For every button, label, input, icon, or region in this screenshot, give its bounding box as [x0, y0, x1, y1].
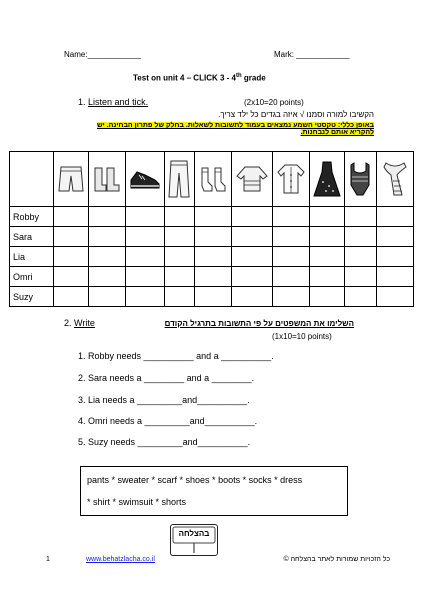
- table-row: [10, 247, 414, 267]
- tick-cell[interactable]: [377, 267, 414, 287]
- sentence-2: 2. Sara needs a ________ and a ________.: [78, 373, 255, 383]
- section1-number: 1.: [78, 97, 86, 107]
- tick-cell[interactable]: [231, 267, 273, 287]
- tick-cell[interactable]: [231, 247, 273, 267]
- shoes-icon: [129, 166, 161, 192]
- tick-cell[interactable]: [344, 207, 376, 227]
- table-row: [10, 207, 414, 227]
- row-name: Lia: [10, 247, 54, 267]
- tick-cell[interactable]: [54, 287, 89, 307]
- tick-cell[interactable]: [88, 247, 125, 267]
- tick-cell[interactable]: [310, 227, 345, 247]
- sentence-3: 3. Lia needs a _________and__________.: [78, 395, 250, 405]
- good-luck-logo: [170, 524, 218, 556]
- word-bank-line1: pants * sweater * scarf * shoes * boots * socks * dress: [87, 475, 303, 485]
- header-cell-shorts: [54, 152, 89, 207]
- sentence-4: 4. Omri needs a _________and__________.: [78, 416, 258, 426]
- tick-cell[interactable]: [273, 207, 310, 227]
- title-main: Test on unit 4 – CLICK 3 - 4: [133, 73, 236, 83]
- page-number: 1: [46, 556, 50, 563]
- tick-cell[interactable]: [377, 227, 414, 247]
- title-sup: th: [235, 73, 242, 79]
- tick-cell[interactable]: [310, 287, 345, 307]
- tick-cell[interactable]: [88, 207, 125, 227]
- tick-cell[interactable]: [54, 227, 89, 247]
- tick-cell[interactable]: [194, 247, 231, 267]
- tick-table: [9, 151, 414, 307]
- row-name: Suzy: [10, 287, 54, 307]
- tick-cell[interactable]: [310, 247, 345, 267]
- header-cell-pants: [164, 152, 194, 207]
- scarf-icon: [380, 159, 410, 199]
- table-header-row: [10, 152, 414, 207]
- tick-cell[interactable]: [125, 267, 164, 287]
- header-cell-shoes: [125, 152, 164, 207]
- word-bank-line2: * shirt * swimsuit * shorts: [87, 497, 187, 507]
- title-grade: grade: [241, 73, 266, 83]
- header-cell-socks: [194, 152, 231, 207]
- tick-cell[interactable]: [194, 287, 231, 307]
- tick-cell[interactable]: [231, 287, 273, 307]
- tick-cell[interactable]: [231, 207, 273, 227]
- header-cell-boots: [88, 152, 125, 207]
- section1-points: (2x10=20 points): [244, 98, 304, 107]
- socks-icon: [198, 164, 228, 194]
- tick-cell[interactable]: [273, 287, 310, 307]
- section1-instruction: הקשיבו למורה וסמנו √ איזה בגדים כל ילד צריך.: [218, 110, 374, 119]
- tick-cell[interactable]: [377, 207, 414, 227]
- tick-cell[interactable]: [164, 287, 194, 307]
- table-row: [10, 287, 414, 307]
- swimsuit-icon: [347, 161, 373, 197]
- tick-cell[interactable]: [377, 287, 414, 307]
- sentence-5: 5. Suzy needs _________and__________.: [78, 437, 251, 447]
- tick-cell[interactable]: [164, 267, 194, 287]
- tick-cell[interactable]: [344, 287, 376, 307]
- tick-cell[interactable]: [125, 287, 164, 307]
- header-cell-swimsuit: [344, 152, 376, 207]
- section2-points: (1x10=10 points): [272, 332, 332, 341]
- tick-cell[interactable]: [310, 267, 345, 287]
- section1-heading: [78, 97, 148, 107]
- tick-cell[interactable]: [164, 227, 194, 247]
- note-line2: להקריא אותם לנבחנות.: [300, 129, 374, 136]
- tick-cell[interactable]: [194, 227, 231, 247]
- tick-cell[interactable]: [344, 227, 376, 247]
- row-name: Sara: [10, 227, 54, 247]
- dress-icon: [313, 160, 341, 198]
- note-line1: באופן כללי: טקסטי השמע נמצאים בעמוד לתשובות לשאלות. בחלק של פתרון הבחינה. יש: [97, 122, 374, 129]
- shirt-icon: [276, 163, 306, 195]
- tick-cell[interactable]: [273, 227, 310, 247]
- tick-cell[interactable]: [125, 247, 164, 267]
- tick-cell[interactable]: [88, 227, 125, 247]
- header-cell-scarf: [377, 152, 414, 207]
- tick-cell[interactable]: [344, 247, 376, 267]
- tick-cell[interactable]: [194, 267, 231, 287]
- tick-cell[interactable]: [164, 247, 194, 267]
- tick-cell[interactable]: [231, 227, 273, 247]
- section1-title: Listen and tick.: [88, 97, 149, 107]
- copyright: כל הזכויות שמורות לאתר בהצלחה ©: [283, 556, 390, 563]
- mark-field: Mark: ____________: [274, 50, 350, 59]
- tick-cell[interactable]: [273, 267, 310, 287]
- tick-cell[interactable]: [125, 227, 164, 247]
- section2-number: 2.: [64, 318, 72, 328]
- tick-cell[interactable]: [125, 207, 164, 227]
- section2-instruction: השלימו את המשפטים על פי התשובות בתרגיל הקודם: [164, 319, 354, 328]
- tick-cell[interactable]: [54, 267, 89, 287]
- table-corner-cell: [10, 152, 54, 207]
- tick-cell[interactable]: [194, 207, 231, 227]
- name-field: Name:____________: [64, 50, 141, 59]
- tick-cell[interactable]: [88, 267, 125, 287]
- tick-cell[interactable]: [88, 287, 125, 307]
- table-row: [10, 267, 414, 287]
- page-title: [133, 73, 266, 83]
- tick-cell[interactable]: [344, 267, 376, 287]
- section2-heading: [64, 318, 95, 328]
- tick-cell[interactable]: [164, 207, 194, 227]
- row-name: Omri: [10, 267, 54, 287]
- site-link[interactable]: www.behatzlacha.co.il: [86, 556, 155, 563]
- tick-cell[interactable]: [54, 247, 89, 267]
- word-bank: [80, 466, 348, 516]
- section2-title: Write: [74, 318, 95, 328]
- tick-cell[interactable]: [377, 247, 414, 267]
- header-cell-dress: [310, 152, 345, 207]
- logo-text: בהצלחה: [178, 529, 210, 538]
- header-cell-sweater: [231, 152, 273, 207]
- pants-icon: [167, 159, 191, 199]
- tick-cell[interactable]: [54, 207, 89, 227]
- row-name: Robby: [10, 207, 54, 227]
- shorts-icon: [57, 164, 85, 194]
- tick-cell[interactable]: [310, 207, 345, 227]
- table-row: [10, 227, 414, 247]
- boots-icon: [92, 164, 122, 194]
- sweater-icon: [235, 164, 269, 194]
- header-cell-shirt: [273, 152, 310, 207]
- sentence-1: 1. Robby needs __________ and a __________.: [78, 351, 274, 361]
- tick-cell[interactable]: [273, 247, 310, 267]
- section1-note: [70, 122, 374, 136]
